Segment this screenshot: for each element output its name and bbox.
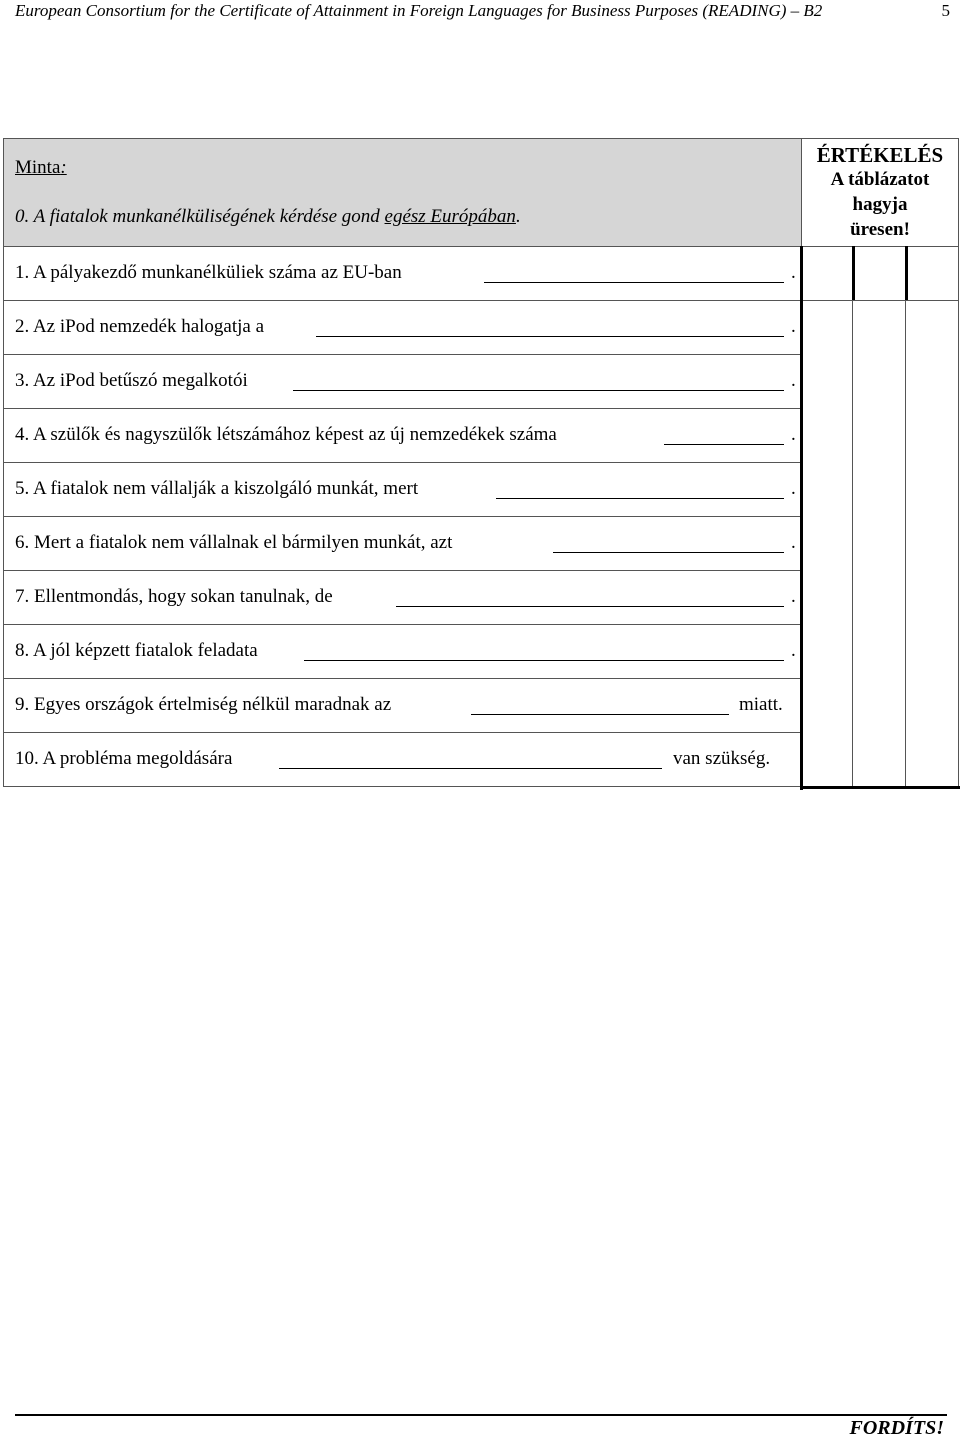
score-box-inner-border [905,246,908,300]
question-8: 8. A jól képzett fiatalok feladata [15,640,258,661]
table-left-border [3,138,4,786]
table-rule [3,246,959,247]
answer-blank-9[interactable] [471,714,729,715]
question-2: 2. Az iPod nemzedék halogatja a [15,316,265,337]
question-5-end: . [791,478,796,499]
answer-blank-10[interactable] [279,768,662,769]
sample-box [3,138,801,246]
table-rule [3,570,801,571]
sample-example-suffix: . [515,206,521,227]
question-3: 3. Az iPod betűszó megalkotói [15,370,248,391]
table-rule [3,732,801,733]
answer-blank-1[interactable] [484,282,784,283]
question-9-end: miatt. [739,694,783,715]
sample-example-prefix: 0. A fiatalok munkanélküliségének kérdése gond [15,206,385,227]
sample-example [15,205,521,229]
evaluation-line-2: hagyja [852,194,908,215]
question-1-end: . [791,262,796,283]
question-8-end: . [791,640,796,661]
question-7: 7. Ellentmondás, hogy sokan tanulnak, de [15,586,333,607]
table-rule [3,786,801,787]
table-rule [3,624,801,625]
evaluation-title: ÉRTÉKELÉS [816,143,944,167]
answer-blank-8[interactable] [304,660,784,661]
table-rule [3,300,959,301]
score-box-left-border [800,246,803,790]
header-title: European Consortium for the Certificate of Attainment in Foreign Languages for Business Purposes (READING) – B2 [15,1,823,20]
answer-blank-2[interactable] [316,336,784,337]
answer-blank-4[interactable] [664,444,784,445]
sample-example-answer: egész Európában [384,206,516,227]
answer-blank-5[interactable] [496,498,784,499]
evaluation-line-1: A táblázatot [830,169,930,190]
table-rule [3,516,801,517]
answer-blank-3[interactable] [293,390,784,391]
answer-blank-7[interactable] [396,606,784,607]
question-4-end: . [791,424,796,445]
answer-blank-6[interactable] [553,552,784,553]
question-7-end: . [791,586,796,607]
table-rule [3,354,801,355]
question-6-end: . [791,532,796,553]
score-column-rule [905,246,906,788]
sample-label-colon: : [60,157,67,178]
question-9: 9. Egyes országok értelmiség nélkül maradnak az [15,694,392,715]
question-6: 6. Mert a fiatalok nem vállalnak el bármilyen munkát, azt [15,532,453,553]
question-2-end: . [791,316,796,337]
footer-rule [15,1414,947,1416]
table-rule [3,408,801,409]
score-box-bottom-border [800,786,960,789]
question-4: 4. A szülők és nagyszülők létszámához képest az új nemzedékek száma [15,424,557,445]
evaluation-line-3: üresen! [850,219,910,240]
score-box-inner-border [852,246,855,300]
sample-label-text: Minta [15,157,61,178]
question-1: 1. A pályakezdő munkanélküliek száma az EU-ban [15,262,402,283]
table-rule [3,462,801,463]
question-10: 10. A probléma megoldására [15,748,233,769]
footer-turn-over: FORDÍTS! [849,1417,944,1439]
sample-label [15,156,67,180]
question-5: 5. A fiatalok nem vállalják a kiszolgáló munkát, mert [15,478,419,499]
question-3-end: . [791,370,796,391]
table-right-border [958,138,959,788]
page-header [15,0,950,22]
table-rule [3,678,801,679]
page-number: 5 [941,1,950,20]
score-column-rule [852,246,853,788]
question-10-end: van szükség. [673,748,771,769]
